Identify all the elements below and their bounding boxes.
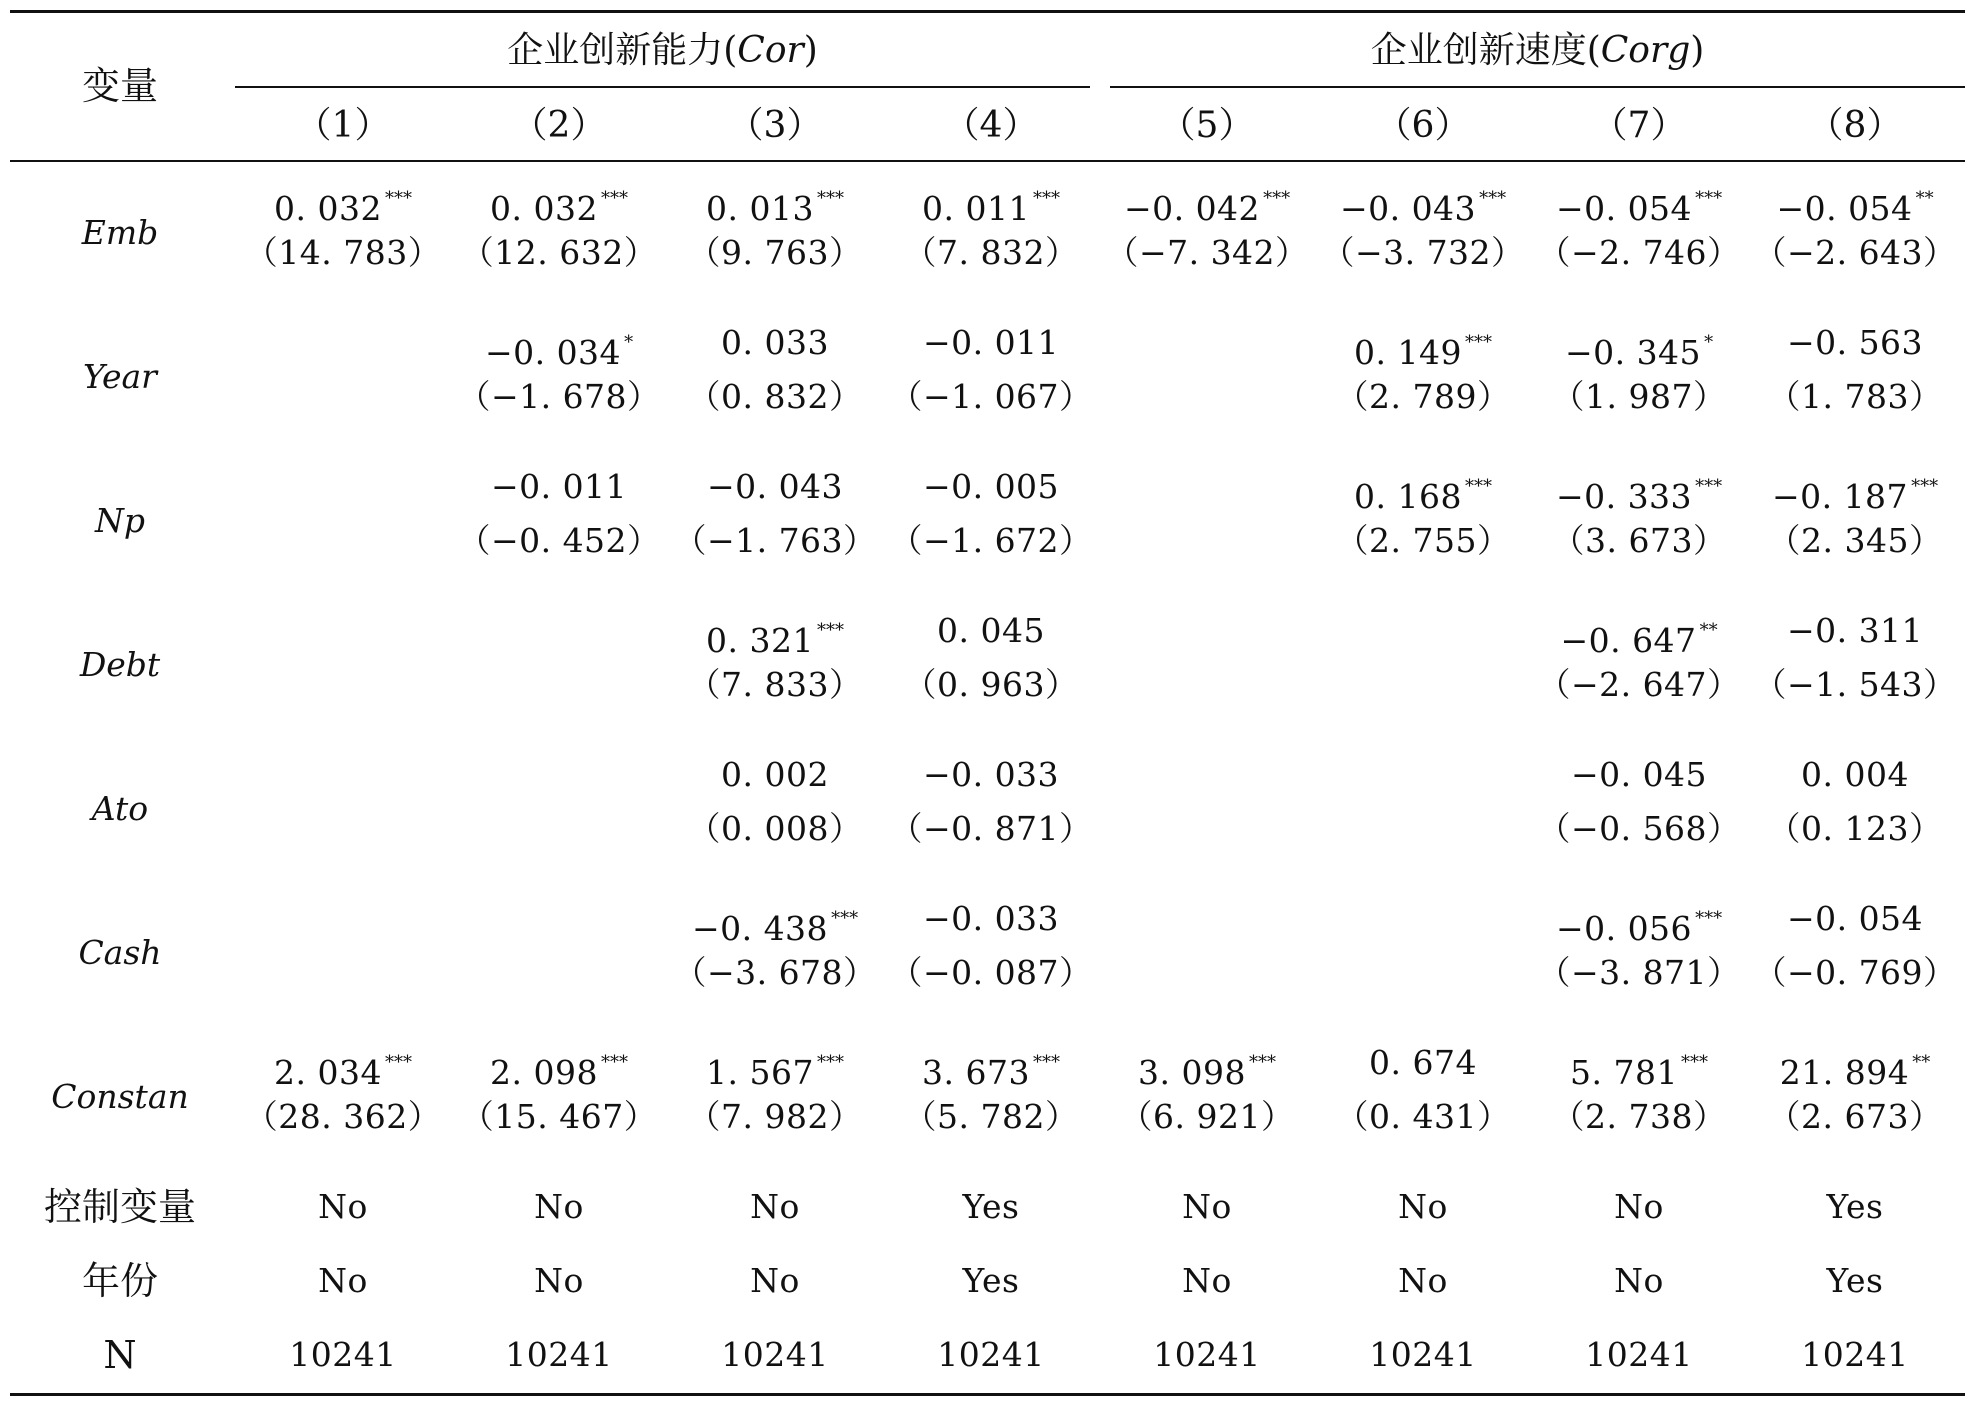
footer-cell: No bbox=[534, 1261, 584, 1300]
column-header-3: （3） bbox=[727, 105, 823, 146]
significance-stars: *** bbox=[1032, 188, 1060, 209]
coefficient-value: −0. 054 bbox=[1776, 189, 1913, 228]
group-header-corg-label: 企业创新速度 bbox=[1370, 30, 1587, 71]
significance-stars: *** bbox=[1695, 188, 1723, 209]
group-header-cor-abbr: Cor bbox=[737, 30, 804, 71]
coefficient-value: −0. 033 bbox=[922, 899, 1060, 938]
coefficient-cell bbox=[1750, 1044, 1960, 1092]
coefficient-cell bbox=[1534, 756, 1744, 794]
t-statistic-cell: （−0. 452） bbox=[457, 521, 661, 560]
coefficient-cell bbox=[454, 324, 664, 372]
group-header-cor-label: 企业创新能力 bbox=[507, 30, 724, 71]
row-label-cash: Cash bbox=[78, 933, 162, 972]
t-statistic-cell: （15. 467） bbox=[460, 1097, 658, 1136]
footer-cell: 10241 bbox=[1153, 1335, 1261, 1374]
coefficient-value: 0. 004 bbox=[1801, 755, 1909, 794]
row-label-debt: Debt bbox=[79, 645, 161, 684]
t-statistic-cell: （7. 832） bbox=[903, 233, 1079, 272]
coefficient-value: −0. 438 bbox=[691, 909, 829, 948]
coefficient-value: −0. 345 bbox=[1564, 333, 1702, 372]
footer-cell: No bbox=[318, 1187, 368, 1226]
footer-cell: Yes bbox=[962, 1187, 1020, 1226]
coefficient-value: 0. 168 bbox=[1354, 477, 1462, 516]
coefficient-value: −0. 054 bbox=[1786, 899, 1924, 938]
column-header-2: （2） bbox=[511, 105, 607, 146]
coefficient-cell bbox=[1534, 612, 1744, 660]
coefficient-cell bbox=[1750, 900, 1960, 938]
coefficient-cell bbox=[670, 612, 880, 660]
footer-row-label: 年份 bbox=[81, 1259, 158, 1303]
significance-stars: *** bbox=[1248, 1052, 1276, 1073]
t-statistic-cell: （−7. 342） bbox=[1105, 233, 1309, 272]
coefficient-value: −0. 043 bbox=[1339, 189, 1477, 228]
coefficient-cell bbox=[886, 900, 1096, 938]
t-statistic-cell: （−0. 769） bbox=[1753, 953, 1957, 992]
t-statistic-cell: （−1. 543） bbox=[1753, 665, 1957, 704]
coefficient-value: 3. 673 bbox=[922, 1053, 1030, 1092]
t-statistic-cell: （0. 008） bbox=[687, 809, 863, 848]
column-header-6: （6） bbox=[1375, 105, 1471, 146]
coefficient-value: 0. 011 bbox=[922, 189, 1030, 228]
footer-cell: 10241 bbox=[289, 1335, 397, 1374]
footer-cell: 10241 bbox=[937, 1335, 1045, 1374]
t-statistic-cell: （2. 738） bbox=[1551, 1097, 1727, 1136]
coefficient-value: −0. 056 bbox=[1555, 909, 1693, 948]
coefficient-value: 1. 567 bbox=[706, 1053, 814, 1092]
coefficient-cell bbox=[670, 900, 880, 948]
footer-cell: No bbox=[1614, 1261, 1664, 1300]
t-statistic-cell: （0. 963） bbox=[903, 665, 1079, 704]
top-rule bbox=[10, 10, 1965, 13]
significance-stars: *** bbox=[816, 1052, 844, 1073]
significance-stars: *** bbox=[1464, 476, 1492, 497]
coefficient-value: −0. 034 bbox=[484, 333, 622, 372]
significance-stars: * bbox=[624, 332, 634, 353]
t-statistic-cell: （3. 673） bbox=[1551, 521, 1727, 560]
t-statistic-cell: （−3. 871） bbox=[1537, 953, 1741, 992]
coefficient-cell bbox=[1750, 468, 1960, 516]
footer-cell: 10241 bbox=[505, 1335, 613, 1374]
coefficient-value: −0. 042 bbox=[1123, 189, 1261, 228]
significance-stars: *** bbox=[600, 188, 628, 209]
coefficient-cell bbox=[454, 1044, 664, 1092]
row-label-np: Np bbox=[95, 501, 145, 540]
significance-stars: *** bbox=[1695, 476, 1723, 497]
t-statistic-cell: （12. 632） bbox=[460, 233, 658, 272]
coefficient-cell bbox=[454, 180, 664, 228]
coefficient-value: −0. 311 bbox=[1786, 611, 1924, 650]
significance-stars: *** bbox=[1464, 332, 1492, 353]
bottom-rule bbox=[10, 1393, 1965, 1396]
coefficient-cell bbox=[1534, 324, 1744, 372]
footer-cell: No bbox=[318, 1261, 368, 1300]
coefficient-cell bbox=[670, 180, 880, 228]
significance-stars: * bbox=[1704, 332, 1714, 353]
significance-stars: *** bbox=[1479, 188, 1507, 209]
t-statistic-cell: （1. 987） bbox=[1551, 377, 1727, 416]
footer-cell: No bbox=[1614, 1187, 1664, 1226]
footer-cell: No bbox=[750, 1261, 800, 1300]
coefficient-cell bbox=[670, 324, 880, 362]
footer-cell: Yes bbox=[1826, 1261, 1884, 1300]
significance-stars: *** bbox=[384, 188, 412, 209]
significance-stars: *** bbox=[816, 188, 844, 209]
group-rule-corg bbox=[1110, 86, 1965, 88]
coefficient-value: 0. 033 bbox=[721, 323, 829, 362]
group-header-corg: 企业创新速度(Corg) bbox=[1370, 30, 1705, 71]
coefficient-cell bbox=[1534, 1044, 1744, 1092]
column-header-1: （1） bbox=[295, 105, 391, 146]
column-header-4: （4） bbox=[943, 105, 1039, 146]
t-statistic-cell: （−1. 763） bbox=[673, 521, 877, 560]
variable-header: 变量 bbox=[81, 64, 158, 108]
footer-cell: Yes bbox=[962, 1261, 1020, 1300]
t-statistic-cell: （0. 123） bbox=[1767, 809, 1943, 848]
coefficient-value: −0. 011 bbox=[490, 467, 628, 506]
significance-stars: *** bbox=[1695, 908, 1723, 929]
footer-cell: No bbox=[1182, 1187, 1232, 1226]
coefficient-value: 0. 149 bbox=[1354, 333, 1462, 372]
t-statistic-cell: （2. 673） bbox=[1767, 1097, 1943, 1136]
significance-stars: *** bbox=[384, 1052, 412, 1073]
footer-cell: No bbox=[750, 1187, 800, 1226]
row-label-ato: Ato bbox=[91, 789, 149, 828]
t-statistic-cell: （2. 345） bbox=[1767, 521, 1943, 560]
coefficient-value: −0. 563 bbox=[1786, 323, 1924, 362]
footer-row-label: N bbox=[103, 1333, 137, 1377]
group-header-cor: 企业创新能力(Cor) bbox=[507, 30, 818, 71]
footer-cell: 10241 bbox=[1801, 1335, 1909, 1374]
coefficient-cell bbox=[1318, 1044, 1528, 1082]
coefficient-cell bbox=[1102, 1044, 1312, 1092]
footer-cell: No bbox=[1398, 1261, 1448, 1300]
coefficient-cell bbox=[1534, 180, 1744, 228]
coefficient-cell bbox=[238, 180, 448, 228]
coefficient-value: −0. 187 bbox=[1771, 477, 1909, 516]
t-statistic-cell: （0. 832） bbox=[687, 377, 863, 416]
footer-cell: No bbox=[1398, 1187, 1448, 1226]
group-rule-cor bbox=[235, 86, 1090, 88]
t-statistic-cell: （7. 982） bbox=[687, 1097, 863, 1136]
t-statistic-cell: （−3. 678） bbox=[673, 953, 877, 992]
column-header-7: （7） bbox=[1591, 105, 1687, 146]
coefficient-cell bbox=[886, 756, 1096, 794]
coefficient-value: 0. 321 bbox=[706, 621, 814, 660]
coefficient-value: −0. 005 bbox=[922, 467, 1060, 506]
coefficient-cell bbox=[670, 756, 880, 794]
coefficient-cell bbox=[1750, 180, 1960, 228]
t-statistic-cell: （2. 755） bbox=[1335, 521, 1511, 560]
coefficient-value: −0. 033 bbox=[922, 755, 1060, 794]
coefficient-cell bbox=[886, 468, 1096, 506]
footer-cell: 10241 bbox=[1585, 1335, 1693, 1374]
significance-stars: *** bbox=[831, 908, 859, 929]
coefficient-value: 0. 013 bbox=[706, 189, 814, 228]
t-statistic-cell: （−1. 672） bbox=[889, 521, 1093, 560]
significance-stars: *** bbox=[1680, 1052, 1708, 1073]
footer-cell: No bbox=[1182, 1261, 1232, 1300]
footer-cell: 10241 bbox=[721, 1335, 829, 1374]
t-statistic-cell: （−3. 732） bbox=[1321, 233, 1525, 272]
coefficient-cell bbox=[1534, 900, 1744, 948]
coefficient-cell bbox=[1318, 468, 1528, 516]
coefficient-cell bbox=[238, 1044, 448, 1092]
t-statistic-cell: （2. 789） bbox=[1335, 377, 1511, 416]
coefficient-cell bbox=[1102, 180, 1312, 228]
coefficient-cell bbox=[886, 324, 1096, 362]
coefficient-value: −0. 043 bbox=[706, 467, 844, 506]
t-statistic-cell: （−1. 678） bbox=[457, 377, 661, 416]
t-statistic-cell: （6. 921） bbox=[1119, 1097, 1295, 1136]
coefficient-value: 2. 034 bbox=[274, 1053, 382, 1092]
coefficient-cell bbox=[886, 1044, 1096, 1092]
coefficient-value: 21. 894 bbox=[1779, 1053, 1910, 1092]
significance-stars: *** bbox=[1032, 1052, 1060, 1073]
group-header-corg-abbr: Corg bbox=[1600, 30, 1691, 71]
t-statistic-cell: （7. 833） bbox=[687, 665, 863, 704]
coefficient-cell bbox=[1534, 468, 1744, 516]
row-label-constan: Constan bbox=[51, 1077, 189, 1116]
t-statistic-cell: （−2. 643） bbox=[1753, 233, 1957, 272]
t-statistic-cell: （9. 763） bbox=[687, 233, 863, 272]
row-label-emb: Emb bbox=[81, 213, 159, 252]
coefficient-cell bbox=[670, 1044, 880, 1092]
header-bottom-rule bbox=[10, 160, 1965, 162]
significance-stars: ** bbox=[1699, 620, 1718, 641]
row-label-year: Year bbox=[83, 357, 157, 396]
coefficient-cell bbox=[886, 612, 1096, 650]
t-statistic-cell: （0. 431） bbox=[1335, 1097, 1511, 1136]
coefficient-value: −0. 333 bbox=[1555, 477, 1693, 516]
coefficient-cell bbox=[1750, 756, 1960, 794]
coefficient-value: 3. 098 bbox=[1138, 1053, 1246, 1092]
t-statistic-cell: （−1. 067） bbox=[889, 377, 1093, 416]
coefficient-cell bbox=[454, 468, 664, 506]
footer-cell: 10241 bbox=[1369, 1335, 1477, 1374]
significance-stars: *** bbox=[1263, 188, 1291, 209]
coefficient-value: 0. 674 bbox=[1369, 1043, 1477, 1082]
t-statistic-cell: （−0. 087） bbox=[889, 953, 1093, 992]
coefficient-value: 0. 032 bbox=[490, 189, 598, 228]
coefficient-cell bbox=[1318, 324, 1528, 372]
coefficient-value: −0. 011 bbox=[922, 323, 1060, 362]
footer-cell: Yes bbox=[1826, 1187, 1884, 1226]
significance-stars: *** bbox=[600, 1052, 628, 1073]
significance-stars: ** bbox=[1915, 188, 1934, 209]
column-header-5: （5） bbox=[1159, 105, 1255, 146]
t-statistic-cell: （1. 783） bbox=[1767, 377, 1943, 416]
t-statistic-cell: （28. 362） bbox=[244, 1097, 442, 1136]
t-statistic-cell: （−2. 647） bbox=[1537, 665, 1741, 704]
t-statistic-cell: （−2. 746） bbox=[1537, 233, 1741, 272]
significance-stars: *** bbox=[816, 620, 844, 641]
t-statistic-cell: （5. 782） bbox=[903, 1097, 1079, 1136]
footer-cell: No bbox=[534, 1187, 584, 1226]
t-statistic-cell: （−0. 871） bbox=[889, 809, 1093, 848]
significance-stars: ** bbox=[1912, 1052, 1931, 1073]
coefficient-value: −0. 045 bbox=[1570, 755, 1708, 794]
coefficient-value: −0. 647 bbox=[1560, 621, 1697, 660]
coefficient-value: 0. 045 bbox=[937, 611, 1045, 650]
coefficient-cell bbox=[886, 180, 1096, 228]
coefficient-cell bbox=[1750, 324, 1960, 362]
coefficient-value: 5. 781 bbox=[1570, 1053, 1678, 1092]
coefficient-cell bbox=[1750, 612, 1960, 650]
t-statistic-cell: （14. 783） bbox=[244, 233, 442, 272]
coefficient-value: −0. 054 bbox=[1555, 189, 1693, 228]
coefficient-value: 0. 002 bbox=[721, 755, 829, 794]
footer-row-label: 控制变量 bbox=[43, 1185, 196, 1229]
coefficient-value: 0. 032 bbox=[274, 189, 382, 228]
t-statistic-cell: （−0. 568） bbox=[1537, 809, 1741, 848]
coefficient-cell bbox=[1318, 180, 1528, 228]
coefficient-cell bbox=[670, 468, 880, 506]
significance-stars: *** bbox=[1911, 476, 1939, 497]
coefficient-value: 2. 098 bbox=[490, 1053, 598, 1092]
column-header-8: （8） bbox=[1807, 105, 1903, 146]
